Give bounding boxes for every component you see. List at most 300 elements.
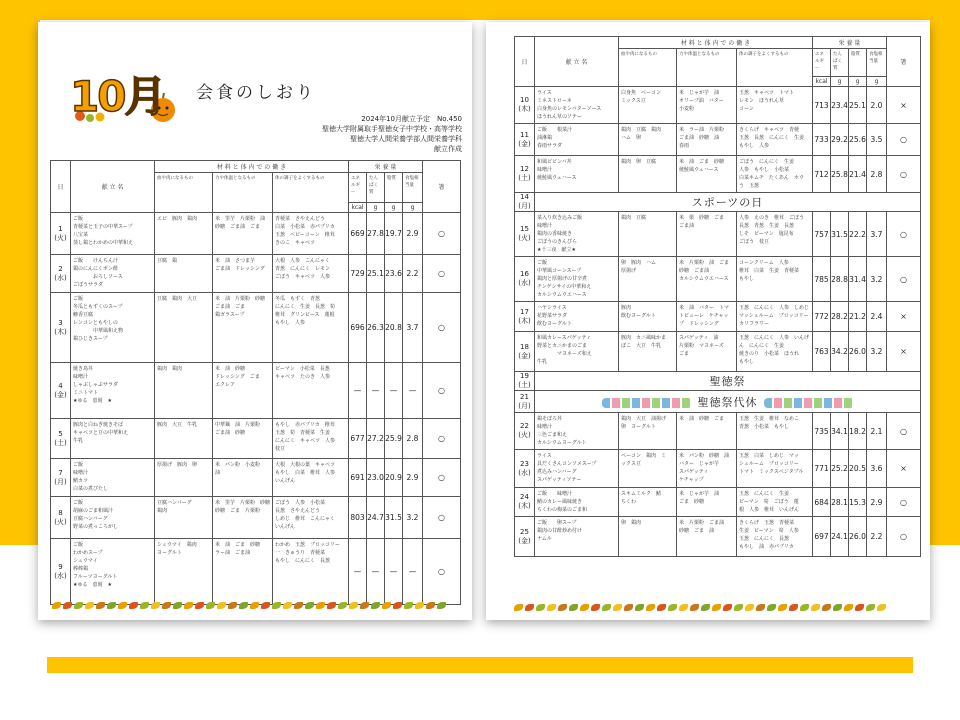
menu-text: 焼き鳥丼 味噌汁 しゃぶしゃぶサラダ ミニトマト ★ゆる 恵刻 ★ <box>73 366 118 404</box>
protein-value: 29.2 <box>831 124 849 156</box>
header-red: 血や肉になるもの <box>155 173 213 213</box>
autumn-leaf-icon <box>877 604 886 611</box>
red-text: 卵 豚肉 ハム 厚揚げ <box>621 260 657 274</box>
protein-value: 27.8 <box>367 213 385 255</box>
fat-value: 20.8 <box>385 293 403 363</box>
yellow-text: 米 里芋 片栗粉 油 砂糖 ごま油 ごま <box>215 216 266 230</box>
autumn-leaf-icon <box>129 602 138 609</box>
menu-text: ご飯 味噌汁 鯖カツ 白菜の煮びたし <box>73 462 109 492</box>
day-cell: 22 (火) <box>515 413 535 450</box>
yellow-text: 米 油 さつま芋 ごま油 ドレッシング <box>215 258 265 272</box>
red-text: 豆腐ハンバーグ 鶏肉 <box>157 500 192 514</box>
header-nutrition: 栄 養 量 <box>349 161 423 173</box>
info-line: 2024年10月献立予定 No.450 <box>361 115 462 123</box>
autumn-leaf-icon <box>63 602 72 609</box>
red-cell <box>619 488 677 517</box>
day-cell: 18 (金) <box>515 332 535 372</box>
table-row <box>515 124 921 156</box>
chopsticks-mark: ○ <box>423 363 461 419</box>
red-text: スキムミルク 鯖 ちくわ <box>621 491 661 505</box>
energy-value: 684 <box>813 488 831 517</box>
fat-value: 19.7 <box>385 213 403 255</box>
autumn-leaf-icon <box>591 604 600 611</box>
fat-value: 31.5 <box>385 497 403 539</box>
menu-text: ライス 具だくさんコンソメスープ 煮込みハンバーグ スパゲッティソテー <box>537 453 597 483</box>
red-text: 鶏肉 卵 豆腐 <box>621 159 657 165</box>
green-cell <box>273 419 349 459</box>
salt-value: 2.0 <box>867 87 887 124</box>
autumn-leaf-icon <box>866 604 875 611</box>
yellow-text: 米 里芋 片栗粉 砂糖 砂糖 ごま 片栗粉 <box>215 500 271 514</box>
autumn-leaf-icon <box>624 604 633 611</box>
day-cell: 16 (水) <box>515 257 535 302</box>
green-cell <box>737 257 813 302</box>
menu-text: ご飯 冬瓜ともずくのスープ 鯵香豆腐 レンコンともやしの 中華風和え物 鶏ひじきスープ <box>73 296 124 342</box>
chopsticks-mark: ○ <box>887 124 921 156</box>
autumn-leaf-icon <box>283 602 292 609</box>
red-cell <box>155 539 213 605</box>
header-ingredients: 材 料 と 体 内 で の 働 き <box>155 161 349 173</box>
header-protein: たんぱく質 <box>367 173 385 203</box>
salt-value: 3.2 <box>403 497 423 539</box>
autumn-leaf-icon <box>173 602 182 609</box>
day-cell: 7 (月) <box>51 459 71 497</box>
red-cell <box>619 302 677 332</box>
autumn-leaf-icon <box>745 604 754 611</box>
autumn-leaf-icon <box>382 602 391 609</box>
day-cell: 24 (木) <box>515 488 535 517</box>
menu-cell <box>535 413 619 450</box>
header-fat: 脂質 <box>385 173 403 203</box>
green-cell <box>273 213 349 255</box>
autumn-leaf-icon <box>272 602 281 609</box>
autumn-leaf-icon <box>569 604 578 611</box>
autumn-leaf-icon <box>327 602 336 609</box>
energy-value: 785 <box>813 257 831 302</box>
salt-value: 2.9 <box>403 213 423 255</box>
fat-value: 21.2 <box>849 302 867 332</box>
chopsticks-mark: × <box>887 302 921 332</box>
green-text: 玉葱 にんにく 人参 しめじ マッシュルーム ブロッコリー カリフラワー <box>739 305 815 327</box>
autumn-leaf-icon <box>338 602 347 609</box>
autumn-leaf-icon <box>261 602 270 609</box>
green-text: わかめ 玉葱 ブロッコリー 一 きゅうり 青梗菜 もやし にんにく 長葱 <box>275 542 340 564</box>
yellow-band-bottom <box>47 657 913 673</box>
autumn-leaf-icon <box>558 604 567 611</box>
protein-value: 28.2 <box>831 302 849 332</box>
green-cell <box>737 87 813 124</box>
unit-protein: g <box>367 203 385 213</box>
autumn-leaf-icon <box>85 602 94 609</box>
menu-text: ハヤシライス 花野菜サラダ 飲むヨーグルト <box>537 305 572 327</box>
energy-value: 713 <box>813 87 831 124</box>
yellow-cell <box>677 87 737 124</box>
energy-value: 669 <box>349 213 367 255</box>
chopsticks-mark: × <box>887 332 921 372</box>
header-salt: 食塩相当量 <box>867 49 887 77</box>
green-text: ピーマン 小松菜 長葱 キャベツ たのき 人参 <box>275 366 331 380</box>
green-text: 玉葱 白菜 しめじ マッ シュルーム ブロッコリー トマト ミックスベジタブル <box>739 453 804 475</box>
autumn-leaf-icon <box>250 602 259 609</box>
day-cell: 11 (金) <box>515 124 535 156</box>
red-cell <box>619 413 677 450</box>
header-menu: 献 立 名 <box>535 37 619 87</box>
autumn-leaf-icon <box>712 604 721 611</box>
fat-value: — <box>385 363 403 419</box>
table-row <box>51 539 461 605</box>
menu-text: ご飯 卵スープ 鶏肉の甘酢炒め付け ナムル <box>537 520 583 542</box>
event-row <box>515 193 921 212</box>
autumn-leaf-icon <box>228 602 237 609</box>
menu-cell <box>71 213 155 255</box>
yellow-band-top-left <box>0 0 40 545</box>
yellow-text: 米 栗 砂糖 ごま ごま油 <box>679 215 725 229</box>
table-row <box>51 255 461 293</box>
red-text: シュウマイ 鶏肉 ヨーグルト <box>157 542 197 556</box>
day-cell: 21 (月) <box>515 391 535 413</box>
green-cell <box>273 293 349 363</box>
autumn-leaf-icon <box>184 602 193 609</box>
yellow-cell <box>677 212 737 257</box>
red-text: 鶏肉 大豆 油揚げ 卵 ヨーグルト <box>621 416 667 430</box>
energy-value: 729 <box>349 255 367 293</box>
event-row <box>515 391 921 413</box>
yellow-text: 米 油 ごま 砂糖 ラー油 ごま油 <box>215 542 261 556</box>
red-cell <box>155 497 213 539</box>
chopsticks-mark: × <box>887 450 921 488</box>
autumn-leaf-icon <box>822 604 831 611</box>
chopsticks-mark: ○ <box>887 212 921 257</box>
day-cell: 12 (土) <box>515 156 535 193</box>
salt-value: 2.2 <box>867 517 887 557</box>
autumn-leaf-icon <box>635 604 644 611</box>
day-cell: 17 (木) <box>515 302 535 332</box>
green-cell <box>737 413 813 450</box>
green-cell <box>737 156 813 193</box>
fat-value: 15.3 <box>849 488 867 517</box>
left-table-body <box>51 213 461 605</box>
header-yellow: 力や体温となるもの <box>213 173 273 213</box>
fat-value: — <box>385 539 403 605</box>
menu-text: 菜入り炊き込みご飯 味噌汁 鶏肉の香味焼き ごぼうのきんぴら ★十三夜 献立★ <box>537 215 583 253</box>
red-text: 白身魚 ベーコン ミックス豆 <box>621 90 662 104</box>
green-cell <box>737 517 813 557</box>
day-cell: 5 (土) <box>51 419 71 459</box>
event-title: 聖徳祭代休 <box>697 395 758 409</box>
yellow-text: 米 片栗粉 油 ごま 砂糖 ごま油 カルシウムウエハース <box>679 260 730 282</box>
day-cell: 25 (金) <box>515 517 535 557</box>
header-green: 体の調子をよくするもの <box>273 173 349 213</box>
menu-cell <box>71 539 155 605</box>
protein-value: — <box>367 363 385 419</box>
header-day: 日 <box>515 37 535 87</box>
energy-value: 772 <box>813 302 831 332</box>
menu-text: ご飯 胡麻のごま和風汁 豆腐ハンバーグ 野菜の煮っころがし <box>73 500 119 530</box>
table-row <box>515 413 921 450</box>
salt-value: 2.4 <box>867 302 887 332</box>
green-text: 玉葱 にんにく 人参 いんげん にんにく 生姜 焼きのり 小松菜 ほうれ もやし <box>739 335 810 365</box>
day-cell: 19 (土) <box>515 372 535 391</box>
protein-value: 28.1 <box>831 488 849 517</box>
left-page <box>38 22 472 620</box>
red-cell <box>155 419 213 459</box>
chopsticks-mark: × <box>887 87 921 124</box>
menu-cell <box>535 124 619 156</box>
yellow-text: 米 じゃが芋 油 オリーブ油 バター 小麦粉 <box>679 90 724 112</box>
green-text: ごぼう にんにく 生姜 人参 もやし 小松菜 白菜キムチ たくあん ホウ う 玉葱 <box>739 159 804 189</box>
menu-text: ご飯 わかめスープ シュウマイ 棒棒鶏 フルーツヨーグルト ★ゆる 恵刻 ★ <box>73 542 118 588</box>
header-fat: 脂質 <box>849 49 867 77</box>
autumn-leaf-icon <box>514 604 523 611</box>
table-row <box>515 450 921 488</box>
green-text: 玉葱 キャベツ トマト レモン ほうれん草 コーン <box>739 90 795 112</box>
salt-value: 2.2 <box>403 255 423 293</box>
menu-cell <box>535 488 619 517</box>
yellow-cell <box>677 488 737 517</box>
energy-value: 803 <box>349 497 367 539</box>
red-cell <box>155 363 213 419</box>
yellow-cell <box>677 302 737 332</box>
green-cell <box>737 332 813 372</box>
autumn-leaf-icon <box>547 604 556 611</box>
unit-energy: kcal <box>813 77 831 87</box>
salt-value: 3.2 <box>867 332 887 372</box>
chopsticks-mark: ○ <box>887 257 921 302</box>
chopsticks-mark: ○ <box>423 539 461 605</box>
protein-value: 34.2 <box>831 332 849 372</box>
chopsticks-mark: ○ <box>887 413 921 450</box>
energy-value: 697 <box>813 517 831 557</box>
header-energy: エネルギー <box>349 173 367 203</box>
energy-value: 733 <box>813 124 831 156</box>
autumn-leaf-icon <box>800 604 809 611</box>
menu-cell <box>535 302 619 332</box>
red-text: 豚肉 大豆 牛乳 <box>157 422 198 428</box>
protein-value: 25.8 <box>831 156 849 193</box>
red-cell <box>619 212 677 257</box>
menu-cell <box>535 517 619 557</box>
menu-cell <box>71 497 155 539</box>
red-cell <box>155 459 213 497</box>
chopsticks-mark: ○ <box>423 497 461 539</box>
fat-value: 25.6 <box>849 124 867 156</box>
unit-fat: g <box>385 203 403 213</box>
header-menu: 献 立 名 <box>71 161 155 213</box>
header-red: 血や肉になるもの <box>619 49 677 87</box>
fat-value: 18.2 <box>849 413 867 450</box>
table-row <box>515 332 921 372</box>
autumn-leaf-icon <box>602 604 611 611</box>
fat-value: 21.4 <box>849 156 867 193</box>
energy-value: — <box>349 539 367 605</box>
protein-value: 24.7 <box>367 497 385 539</box>
red-cell <box>619 257 677 302</box>
header-yellow: 力や体温となるもの <box>677 49 737 87</box>
autumn-leaf-icon <box>371 602 380 609</box>
red-text: 鶏肉 豆腐 鶏肉 ハム 卵 <box>621 127 662 141</box>
salt-value: 2.8 <box>867 156 887 193</box>
table-row <box>515 87 921 124</box>
salt-value: 3.7 <box>867 212 887 257</box>
salt-value: 2.1 <box>867 413 887 450</box>
green-text: 大根 大根の葉 キャベツ もやし 白菜 椎茸 人参 いんげん <box>275 462 336 484</box>
salt-value: — <box>403 363 423 419</box>
yellow-text: 米 パン粉 小麦粉 油 <box>215 462 261 476</box>
header-nutrition: 栄 養 量 <box>813 37 887 49</box>
day-cell: 15 (火) <box>515 212 535 257</box>
salt-value: 3.2 <box>867 257 887 302</box>
red-text: 豆腐 鶏肉 大豆 <box>157 296 198 302</box>
red-cell <box>619 517 677 557</box>
salt-value: 3.7 <box>403 293 423 363</box>
menu-cell <box>71 363 155 419</box>
autumn-leaf-icon <box>305 602 314 609</box>
unit-protein: g <box>831 77 849 87</box>
red-cell <box>155 255 213 293</box>
protein-value: 31.5 <box>831 212 849 257</box>
header-protein: たんぱく質 <box>831 49 849 77</box>
chopsticks-mark: ○ <box>423 255 461 293</box>
autumn-leaf-icon <box>613 604 622 611</box>
protein-value: 25.2 <box>831 450 849 488</box>
green-text: きくらげ キャベツ 青梗 玉葱 長葱 にんにく 生姜 もやし 人参 <box>739 127 805 149</box>
protein-value: 24.1 <box>831 517 849 557</box>
yellow-cell <box>213 459 273 497</box>
yellow-cell <box>677 257 737 302</box>
autumn-leaf-icon <box>701 604 710 611</box>
yellow-text: 米 油 片栗粉 砂糖 ごま油 ごま 鶏ガラスープ <box>215 296 266 318</box>
red-cell <box>619 332 677 372</box>
table-row <box>51 293 461 363</box>
menu-text: 鶏そぼろ丼 味噌汁 三色ごま和え カルシウムヨーグルト <box>537 416 587 446</box>
autumn-leaf-icon <box>393 602 402 609</box>
green-text: 玉葱 生姜 椎茸 なめこ 青葱 小松菜 もやし <box>739 416 800 430</box>
autumn-leaf-icon <box>404 602 413 609</box>
energy-value: 735 <box>813 413 831 450</box>
energy-value: 771 <box>813 450 831 488</box>
chopsticks-mark: ○ <box>423 459 461 497</box>
day-cell: 2 (水) <box>51 255 71 293</box>
menu-cell <box>535 450 619 488</box>
green-text: きくらげ 玉葱 青梗菜 生姜 ピーマン 筍 人参 玉葱 にんにく 長葱 もやし 油 赤パプリカ <box>739 520 799 550</box>
autumn-leaf-icon <box>96 602 105 609</box>
header-salt: 食塩相当量 <box>403 173 423 203</box>
autumn-leaf-icon <box>107 602 116 609</box>
green-cell <box>737 450 813 488</box>
event-cell <box>535 391 921 413</box>
leaf-border-left <box>52 602 446 609</box>
yellow-text: 米 じゃが芋 油 ごま 砂糖 <box>679 491 720 505</box>
autumn-leaf-icon <box>723 604 732 611</box>
energy-value: 712 <box>813 156 831 193</box>
green-text: 人参 えのき 椎茸 ごぼう 長葱 青葱 生姜 長葱 しそ ピーマン 塩昆布 ごぼう 枝豆 <box>739 215 805 245</box>
energy-value: 691 <box>349 459 367 497</box>
menu-table-left <box>50 160 461 605</box>
menu-text: 豚肉と白ねぎ焼きそば キャベツと豆の中華和え 牛乳 <box>73 422 129 444</box>
autumn-leaf-icon <box>140 602 149 609</box>
month-logo-text: 10月 <box>70 72 165 121</box>
menu-text: ご飯 中華風コーンスープ 鶏肉と厚揚げの甘辛煮 チンゲンサイの中華和え カルシウムウエハース <box>537 260 592 298</box>
menu-text: 和風ビビンバ丼 味噌汁 焼鮭風ウェハース <box>537 159 577 181</box>
protein-value: 25.1 <box>367 255 385 293</box>
red-text: 厚揚げ 豚肉 卵 <box>157 462 198 468</box>
yellow-text: 米 油 ごま 砂糖 焼鮭風ウェハース <box>679 159 725 173</box>
chopsticks-mark: ○ <box>887 488 921 517</box>
autumn-leaf-icon <box>778 604 787 611</box>
yellow-text: 米 油 砂糖 ごま <box>679 416 725 422</box>
menu-text: ご飯 味噌汁 鯖のカレー風味焼き ちくわの梅菜のごま和 <box>537 491 588 513</box>
info-block <box>322 114 462 154</box>
yellow-text: 米 ラー油 片栗粉 ごま油 砂糖 油 春雨 <box>679 127 725 149</box>
menu-cell <box>71 459 155 497</box>
yellow-band-right <box>930 0 960 545</box>
autumn-leaf-icon <box>767 604 776 611</box>
event-title: 聖徳祭 <box>709 375 746 388</box>
red-cell <box>155 213 213 255</box>
autumn-leaf-icon <box>52 602 61 609</box>
table-row <box>515 156 921 193</box>
unit-energy: kcal <box>349 203 367 213</box>
day-cell: 14 (月) <box>515 193 535 212</box>
salt-value: 2.8 <box>403 419 423 459</box>
header-mark: 箸 <box>423 161 461 213</box>
header-mark: 箸 <box>887 37 921 87</box>
autumn-leaf-icon <box>536 604 545 611</box>
energy-value: 763 <box>813 332 831 372</box>
day-cell: 9 (水) <box>51 539 71 605</box>
salt-value: 2.9 <box>403 459 423 497</box>
red-cell <box>619 124 677 156</box>
event-cell <box>535 193 921 212</box>
yellow-text: 中華麺 油 片栗粉 ごま油 砂糖 <box>215 422 261 436</box>
header-energy: エネルギー <box>813 49 831 77</box>
autumn-leaf-icon <box>195 602 204 609</box>
green-text: ごぼう 人参 小松菜 長葱 さやえんどう しめじ 椎茸 こんにゃく いんげん <box>275 500 335 530</box>
table-row <box>51 497 461 539</box>
red-text: 豚肉 カニ風味かま ぼこ 大豆 牛乳 <box>621 335 667 349</box>
chopsticks-mark: ○ <box>423 293 461 363</box>
energy-value: 757 <box>813 212 831 257</box>
festival-decoration-icon <box>764 398 854 408</box>
autumn-leaf-icon <box>679 604 688 611</box>
table-row <box>515 517 921 557</box>
green-cell <box>737 124 813 156</box>
menu-cell <box>535 212 619 257</box>
day-cell: 3 (木) <box>51 293 71 363</box>
fat-value: 23.6 <box>385 255 403 293</box>
table-row <box>51 419 461 459</box>
menu-text: ご飯 青梗菜と玉子の中華スープ 八宝菜 蒸し鶏とわかめの中華和え <box>73 216 134 246</box>
protein-value: 23.4 <box>831 87 849 124</box>
autumn-leaf-icon <box>437 602 446 609</box>
green-text: 冬瓜 もずく 青葱 にんにく 生姜 長葱 筍 椎茸 グリンピース 蓮根 もやし 人参 <box>275 296 336 326</box>
autumn-leaf-icon <box>349 602 358 609</box>
day-cell: 8 (火) <box>51 497 71 539</box>
menu-cell <box>535 87 619 124</box>
salt-value: 2.9 <box>867 488 887 517</box>
yellow-text: 米 油 バター トマ トピューレ ケチャッ プ ドレッシング <box>679 305 730 327</box>
day-cell: 10 (木) <box>515 87 535 124</box>
month-logo <box>68 64 188 124</box>
fat-value: 25.9 <box>385 419 403 459</box>
day-cell: 4 (金) <box>51 363 71 419</box>
header-green: 体の調子をよくするもの <box>737 49 813 87</box>
chopsticks-mark: ○ <box>887 517 921 557</box>
yellow-text: 米 油 砂糖 ドレッシング ごま エクレア <box>215 366 260 388</box>
yellow-band-top <box>0 0 960 20</box>
unit-salt: g <box>403 203 423 213</box>
protein-value: 26.3 <box>367 293 385 363</box>
